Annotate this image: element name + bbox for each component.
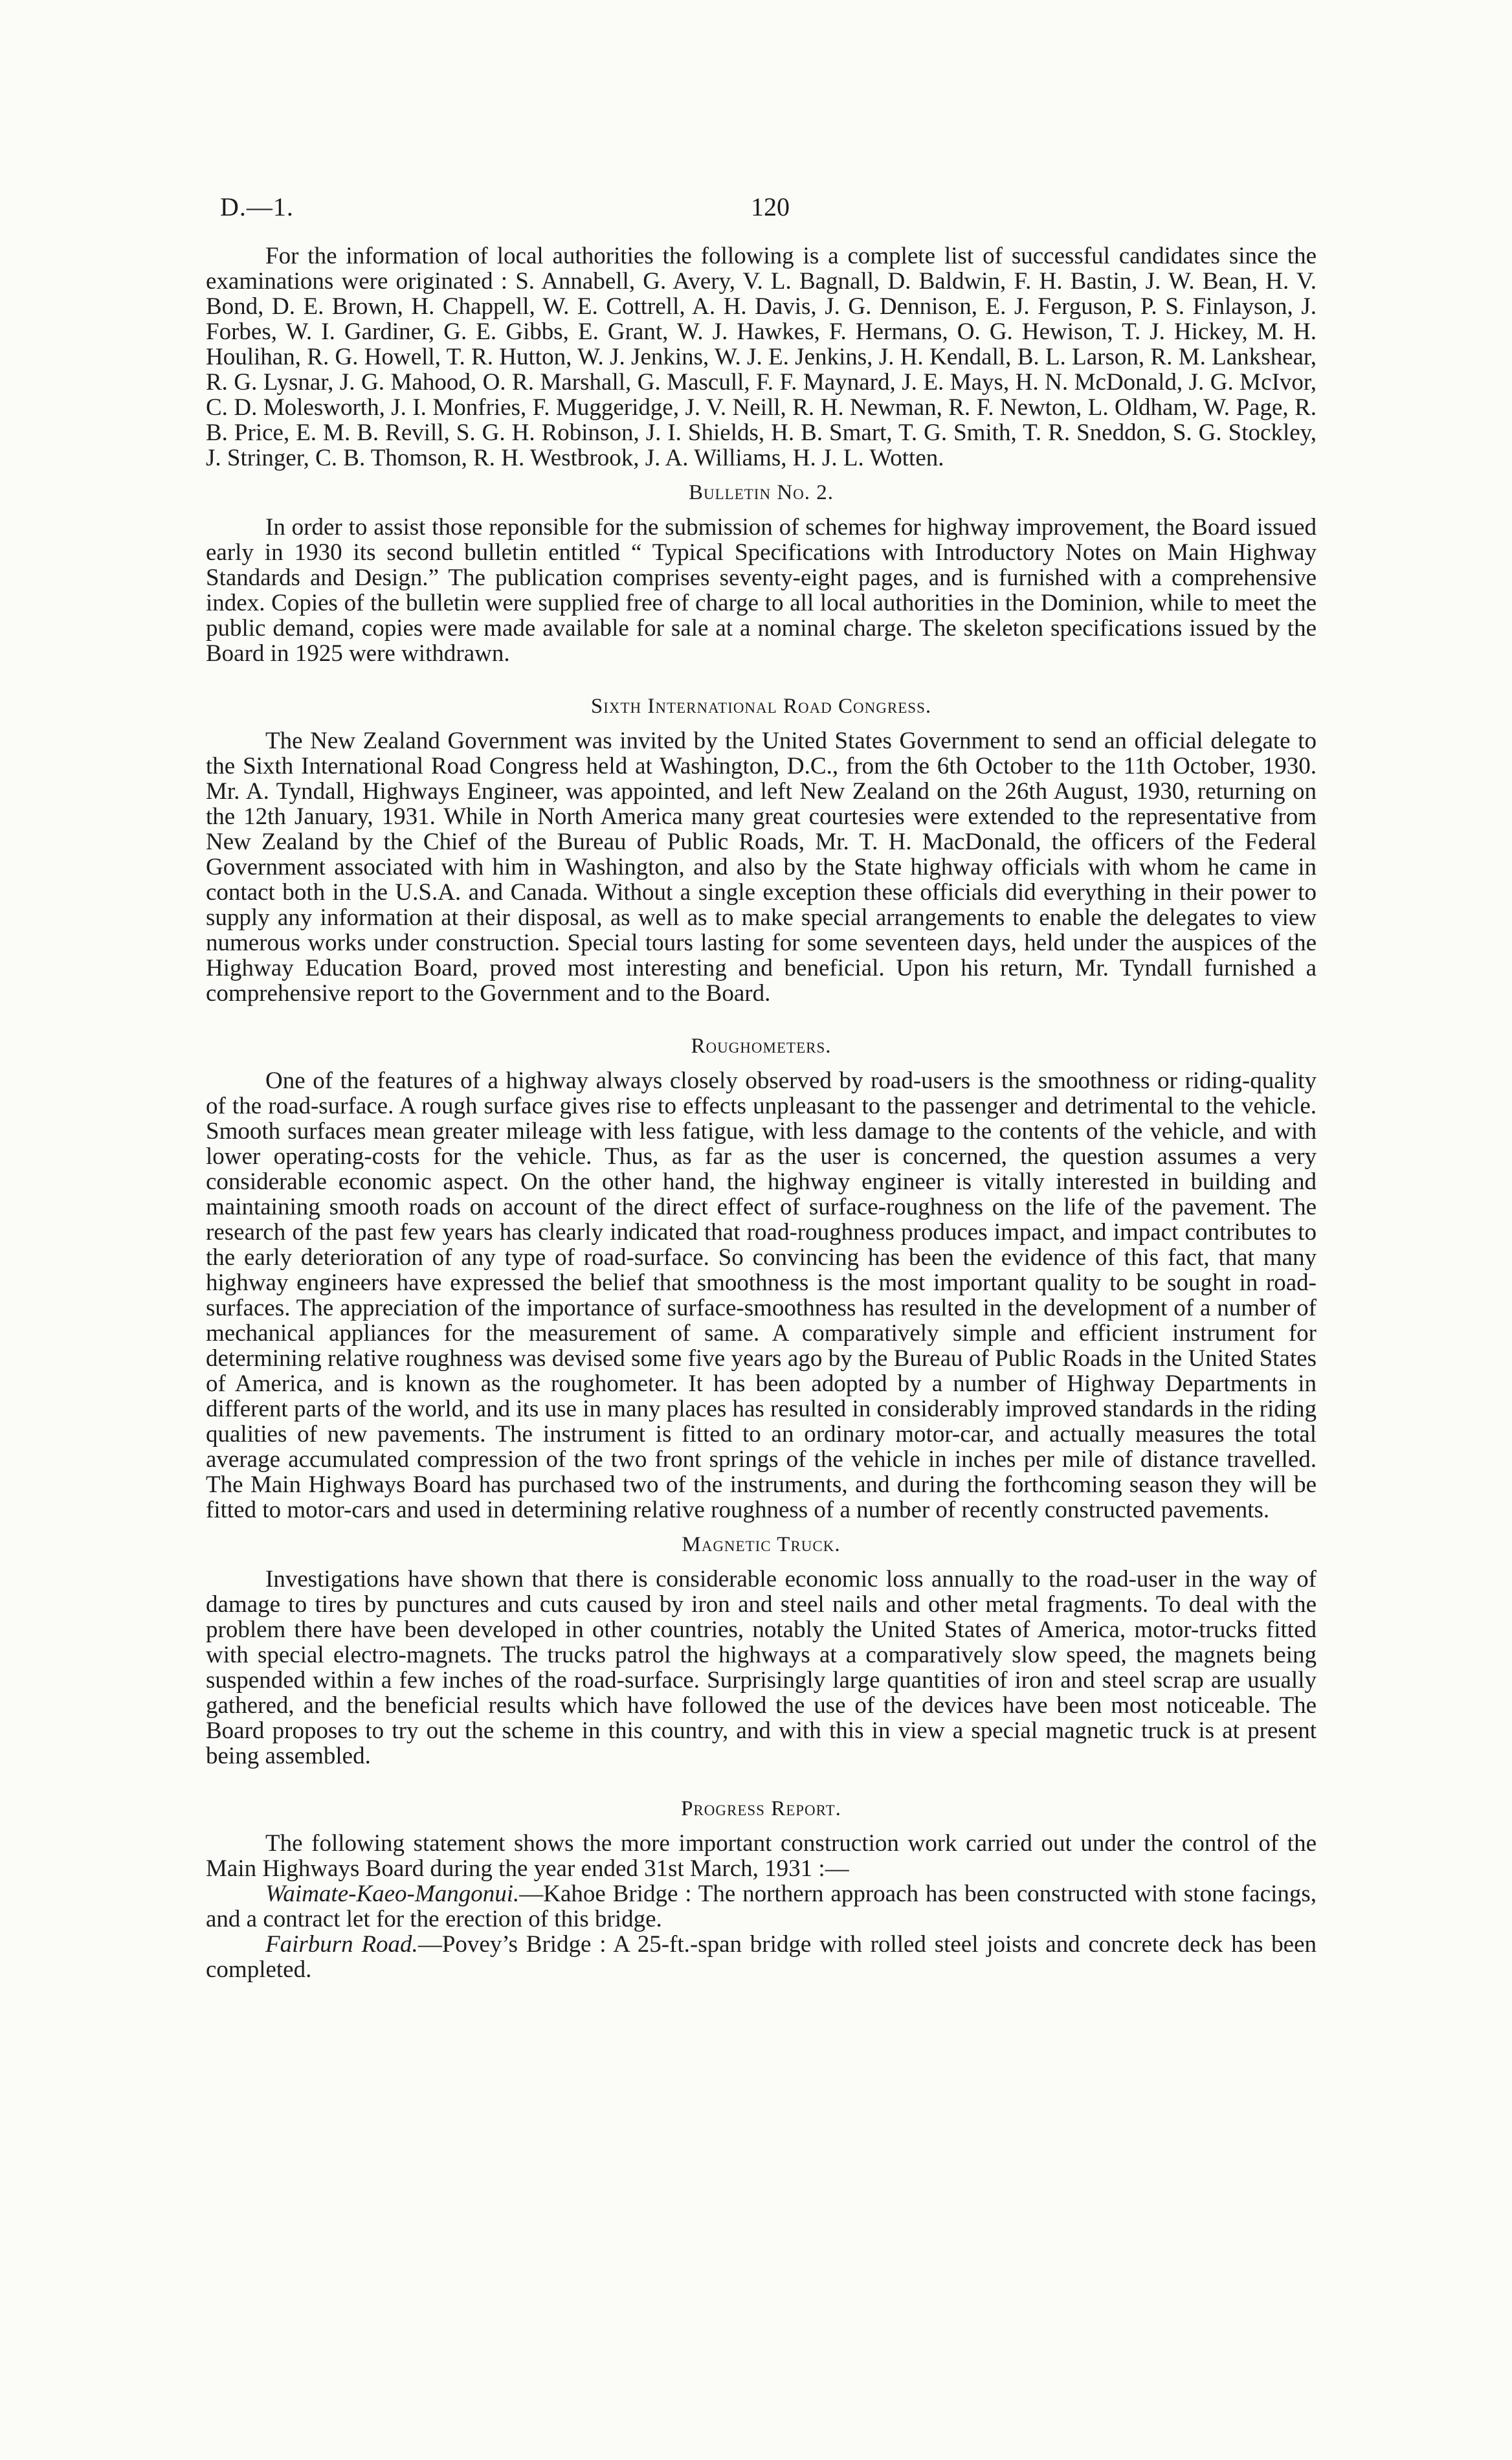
progress-item-text: —Povey’s Bridge : A 25-ft.-span bridge with rolled steel joists and concrete deck has been completed.	[206, 1931, 1317, 1983]
magnetic-truck-paragraph: Investigations have shown that there is considerable economic loss annually to the road-user in the way of damage to tires by punctures and cuts caused by iron and steel nails and other metal fragments. To deal with the problem there have been developed in other countries, notably the United States of America, motor-trucks fitted with special electro-magnets. The trucks patrol the highways at a comparatively slow speed, the magnets being suspended within a few inches of the road-surface. Surprisingly large quantities of iron and steel scrap are usually gathered, and the beneficial results which have followed the use of the devices have been most noticeable. The Board proposes to try out the scheme in this country, and with this in view a special magnetic truck is at present being assembled.	[206, 1566, 1317, 1769]
roughometers-heading: Roughometers.	[691, 1034, 832, 1058]
page-header	[220, 192, 1320, 230]
bulletin-heading: Bulletin No. 2.	[688, 481, 834, 504]
progress-item-road: Fairburn Road.	[265, 1931, 418, 1958]
page-body	[206, 243, 1317, 1982]
progress-item	[206, 1932, 1317, 1982]
congress-heading: Sixth International Road Congress.	[590, 695, 932, 718]
document-reference: D.—1.	[220, 192, 294, 221]
progress-report-paragraph: The following statement shows the more important construction work carried out under the control of the Main Highways Board during the year ended 31st March, 1931 :—	[206, 1830, 1317, 1882]
progress-item-text: —Kahoe Bridge : The northern approach has been constructed with stone facings, and a contract let for the erection of this bridge.	[206, 1881, 1317, 1932]
page-number: 120	[751, 192, 790, 221]
progress-report-heading: Progress Report.	[681, 1797, 841, 1820]
roughometers-paragraph: One of the features of a highway always closely observed by road-users is the smoothness or riding-quality of the road-surface. A rough surface gives rise to effects unpleasant to the passenger and detrimental to the vehicle. Smooth surfaces mean greater mileage with less fatigue, with less damage to the contents of the vehicle, and with lower operating-costs for the vehicle. Thus, as far as the user is concerned, the question assumes a very considerable economic aspect. On the other hand, the highway engineer is vitally interested in building and maintaining smooth roads on account of the direct effect of surface-roughness on the life of the pavement. The research of the past few years has clearly indicated that road-roughness produces impact, and impact contributes to the early deterioration of any type of road-surface. So convincing has been the evidence of this fact, that many highway engineers have expressed the belief that smoothness is the most important quality to be sought in road-surfaces. The appreciation of the importance of surface-smoothness has resulted in the development of a number of mechanical appliances for the measurement of same. A comparatively simple and efficient instrument for determining relative roughness was devised some five years ago by the Bureau of Public Roads in the United States of America, and is known as the roughometer. It has been adopted by a number of Highway Departments in different parts of the world, and its use in many places has resulted in considerably improved standards in the riding qualities of new pavements. The instrument is fitted to an ordinary motor-car, and actually measures the total average accumulated compression of the two front springs of the vehicle in inches per mile of distance travelled. The Main Highways Board has purchased two of the instruments, and during the forthcoming season they will be fitted to motor-cars and used in determining relative roughness of a number of recently constructed pavements.	[206, 1068, 1317, 1523]
progress-item-road: Waimate-Kaeo-Mangonui.	[265, 1881, 520, 1907]
progress-item	[206, 1881, 1317, 1932]
magnetic-truck-heading: Magnetic Truck.	[682, 1533, 841, 1556]
candidates-paragraph: For the information of local authorities the following is a complete list of successful candidates since the examinations were originated : S. Annabell, G. Avery, V. L. Bagnall, D. Baldwin, F. H. Bastin, J. W. Bean, H. V. Bond, D. E. Brown, H. Chappell, W. E. Cottrell, A. H. Davis, J. G. Dennison, E. J. Ferguson, P. S. Finlayson, J. Forbes, W. I. Gardiner, G. E. Gibbs, E. Grant, W. J. Hawkes, F. Hermans, O. G. Hewison, T. J. Hickey, M. H. Houlihan, R. G. Howell, T. R. Hutton, W. J. Jenkins, W. J. E. Jenkins, J. H. Kendall, B. L. Larson, R. M. Lankshear, R. G. Lysnar, J. G. Mahood, O. R. Marshall, G. Mascull, F. F. Maynard, J. E. Mays, H. N. McDonald, J. G. McIvor, C. D. Molesworth, J. I. Monfries, F. Muggeridge, J. V. Neill, R. H. Newman, R. F. Newton, L. Oldham, W. Page, R. B. Price, E. M. B. Revill, S. G. H. Robinson, J. I. Shields, H. B. Smart, T. G. Smith, T. R. Sneddon, S. G. Stockley, J. Stringer, C. B. Thomson, R. H. Westbrook, J. A. Williams, H. J. L. Wotten.	[206, 243, 1317, 471]
bulletin-paragraph: In order to assist those reponsible for the submission of schemes for highway improvement, the Board issued early in 1930 its second bulletin entitled “ Typical Specifications with Introductory Notes on Main Highway Standards and Design.” The publication comprises seventy-eight pages, and is furnished with a comprehensive index. Copies of the bulletin were supplied free of charge to all local authorities in the Dominion, while to meet the public demand, copies were made available for sale at a nominal charge. The skeleton specifications issued by the Board in 1925 were withdrawn.	[206, 514, 1317, 667]
congress-paragraph: The New Zealand Government was invited by the United States Government to send an official delegate to the Sixth International Road Congress held at Washington, D.C., from the 6th October to the 11th October, 1930. Mr. A. Tyndall, Highways Engineer, was appointed, and left New Zealand on the 26th August, 1930, returning on the 12th January, 1931. While in North America many great courtesies were extended to the representative from New Zealand by the Chief of the Bureau of Public Roads, Mr. T. H. MacDonald, the officers of the Federal Government associated with him in Washington, and also by the State highway officials with whom he came in contact both in the U.S.A. and Canada. Without a single exception these officials did everything in their power to supply any information at their disposal, as well as to make special arrangements to enable the delegates to view numerous works under construction. Special tours lasting for some seventeen days, held under the auspices of the Highway Education Board, proved most interesting and beneficial. Upon his return, Mr. Tyndall furnished a comprehensive report to the Government and to the Board.	[206, 728, 1317, 1007]
